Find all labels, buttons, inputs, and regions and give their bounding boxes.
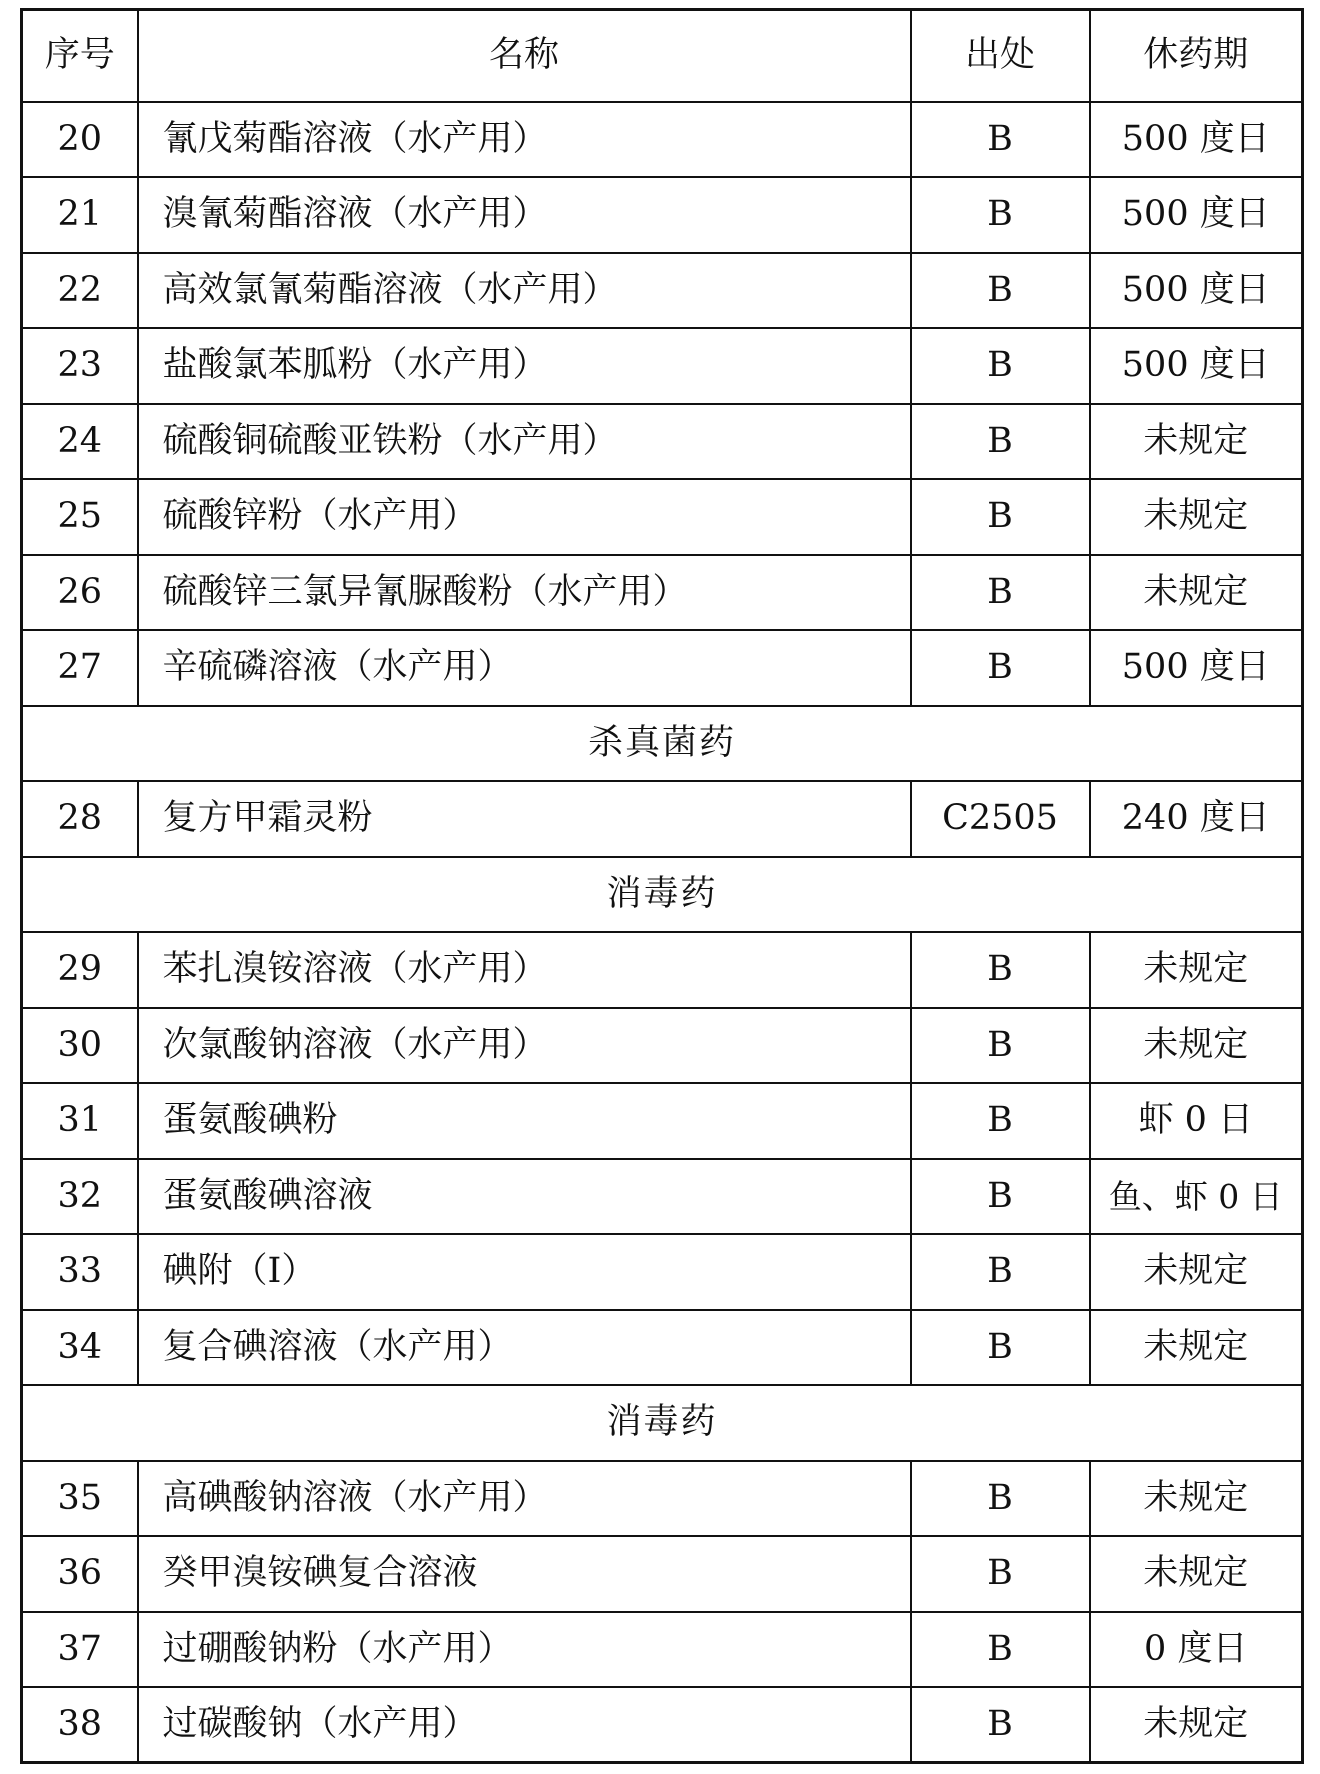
withdrawal-period: 未规定 bbox=[1090, 932, 1303, 1008]
drug-name: 高碘酸钠溶液（水产用） bbox=[138, 1461, 911, 1537]
table-row bbox=[22, 1536, 1303, 1612]
table-row bbox=[22, 1159, 1303, 1235]
table-row bbox=[22, 404, 1303, 480]
section-title: 杀真菌药 bbox=[22, 706, 1303, 782]
row-number: 26 bbox=[22, 555, 138, 631]
drug-name: 复合碘溶液（水产用） bbox=[138, 1310, 911, 1386]
withdrawal-period: 500 度日 bbox=[1090, 253, 1303, 329]
drug-name: 次氯酸钠溶液（水产用） bbox=[138, 1008, 911, 1084]
table-row bbox=[22, 253, 1303, 329]
withdrawal-period: 500 度日 bbox=[1090, 328, 1303, 404]
row-number: 27 bbox=[22, 630, 138, 706]
row-number: 32 bbox=[22, 1159, 138, 1235]
row-number: 33 bbox=[22, 1234, 138, 1310]
row-number: 23 bbox=[22, 328, 138, 404]
drug-source: B bbox=[911, 1234, 1090, 1310]
drug-source: B bbox=[911, 555, 1090, 631]
table-body bbox=[22, 102, 1303, 1763]
table-row bbox=[22, 1461, 1303, 1537]
withdrawal-period: 未规定 bbox=[1090, 1461, 1303, 1537]
drug-source: B bbox=[911, 1612, 1090, 1688]
drug-source: C2505 bbox=[911, 781, 1090, 857]
header-source: 出处 bbox=[911, 10, 1090, 102]
row-number: 36 bbox=[22, 1536, 138, 1612]
table-row bbox=[22, 555, 1303, 631]
drug-source: B bbox=[911, 932, 1090, 1008]
withdrawal-period: 240 度日 bbox=[1090, 781, 1303, 857]
table-row bbox=[22, 1310, 1303, 1386]
withdrawal-period: 未规定 bbox=[1090, 1008, 1303, 1084]
drug-name: 过硼酸钠粉（水产用） bbox=[138, 1612, 911, 1688]
drug-name: 蛋氨酸碘粉 bbox=[138, 1083, 911, 1159]
section-row bbox=[22, 1385, 1303, 1461]
row-number: 20 bbox=[22, 102, 138, 178]
section-title: 消毒药 bbox=[22, 1385, 1303, 1461]
drug-name: 硫酸锌三氯异氰脲酸粉（水产用） bbox=[138, 555, 911, 631]
withdrawal-period: 0 度日 bbox=[1090, 1612, 1303, 1688]
drug-source: B bbox=[911, 1083, 1090, 1159]
row-number: 31 bbox=[22, 1083, 138, 1159]
table-row bbox=[22, 1687, 1303, 1763]
drug-source: B bbox=[911, 328, 1090, 404]
drug-name: 苯扎溴铵溶液（水产用） bbox=[138, 932, 911, 1008]
row-number: 24 bbox=[22, 404, 138, 480]
drug-source: B bbox=[911, 1536, 1090, 1612]
withdrawal-period: 未规定 bbox=[1090, 1687, 1303, 1763]
table-row bbox=[22, 177, 1303, 253]
withdrawal-period: 未规定 bbox=[1090, 555, 1303, 631]
drug-source: B bbox=[911, 404, 1090, 480]
drug-source: B bbox=[911, 1310, 1090, 1386]
withdrawal-period: 未规定 bbox=[1090, 479, 1303, 555]
withdrawal-period: 未规定 bbox=[1090, 1536, 1303, 1612]
section-row bbox=[22, 857, 1303, 933]
table-row bbox=[22, 781, 1303, 857]
drug-name: 复方甲霜灵粉 bbox=[138, 781, 911, 857]
table-row bbox=[22, 1612, 1303, 1688]
drug-table bbox=[20, 8, 1304, 1764]
drug-name: 碘附（Ⅰ） bbox=[138, 1234, 911, 1310]
table-header bbox=[22, 10, 1303, 102]
table-row bbox=[22, 1234, 1303, 1310]
drug-name: 盐酸氯苯胍粉（水产用） bbox=[138, 328, 911, 404]
drug-name: 辛硫磷溶液（水产用） bbox=[138, 630, 911, 706]
row-number: 29 bbox=[22, 932, 138, 1008]
drug-source: B bbox=[911, 1159, 1090, 1235]
drug-source: B bbox=[911, 1687, 1090, 1763]
row-number: 38 bbox=[22, 1687, 138, 1763]
header-name: 名称 bbox=[138, 10, 911, 102]
row-number: 30 bbox=[22, 1008, 138, 1084]
table-row bbox=[22, 328, 1303, 404]
drug-name: 溴氰菊酯溶液（水产用） bbox=[138, 177, 911, 253]
row-number: 28 bbox=[22, 781, 138, 857]
withdrawal-period: 500 度日 bbox=[1090, 102, 1303, 178]
drug-source: B bbox=[911, 102, 1090, 178]
header-row bbox=[22, 10, 1303, 102]
withdrawal-period: 500 度日 bbox=[1090, 177, 1303, 253]
withdrawal-period: 虾 0 日 bbox=[1090, 1083, 1303, 1159]
withdrawal-period: 500 度日 bbox=[1090, 630, 1303, 706]
row-number: 37 bbox=[22, 1612, 138, 1688]
drug-source: B bbox=[911, 630, 1090, 706]
table-row bbox=[22, 1083, 1303, 1159]
row-number: 22 bbox=[22, 253, 138, 329]
withdrawal-period: 未规定 bbox=[1090, 1310, 1303, 1386]
header-withdrawal: 休药期 bbox=[1090, 10, 1303, 102]
header-no: 序号 bbox=[22, 10, 138, 102]
withdrawal-period: 未规定 bbox=[1090, 1234, 1303, 1310]
drug-source: B bbox=[911, 1461, 1090, 1537]
row-number: 21 bbox=[22, 177, 138, 253]
table-row bbox=[22, 932, 1303, 1008]
table-row bbox=[22, 630, 1303, 706]
section-row bbox=[22, 706, 1303, 782]
table-row bbox=[22, 479, 1303, 555]
section-title: 消毒药 bbox=[22, 857, 1303, 933]
drug-name: 蛋氨酸碘溶液 bbox=[138, 1159, 911, 1235]
row-number: 34 bbox=[22, 1310, 138, 1386]
drug-name: 硫酸锌粉（水产用） bbox=[138, 479, 911, 555]
drug-name: 过碳酸钠（水产用） bbox=[138, 1687, 911, 1763]
drug-name: 高效氯氰菊酯溶液（水产用） bbox=[138, 253, 911, 329]
drug-source: B bbox=[911, 479, 1090, 555]
drug-name: 硫酸铜硫酸亚铁粉（水产用） bbox=[138, 404, 911, 480]
drug-source: B bbox=[911, 253, 1090, 329]
row-number: 25 bbox=[22, 479, 138, 555]
table-row bbox=[22, 1008, 1303, 1084]
drug-name: 癸甲溴铵碘复合溶液 bbox=[138, 1536, 911, 1612]
withdrawal-period: 鱼、虾 0 日 bbox=[1090, 1159, 1303, 1235]
drug-source: B bbox=[911, 1008, 1090, 1084]
table-row bbox=[22, 102, 1303, 178]
row-number: 35 bbox=[22, 1461, 138, 1537]
withdrawal-period: 未规定 bbox=[1090, 404, 1303, 480]
drug-name: 氰戊菊酯溶液（水产用） bbox=[138, 102, 911, 178]
drug-source: B bbox=[911, 177, 1090, 253]
